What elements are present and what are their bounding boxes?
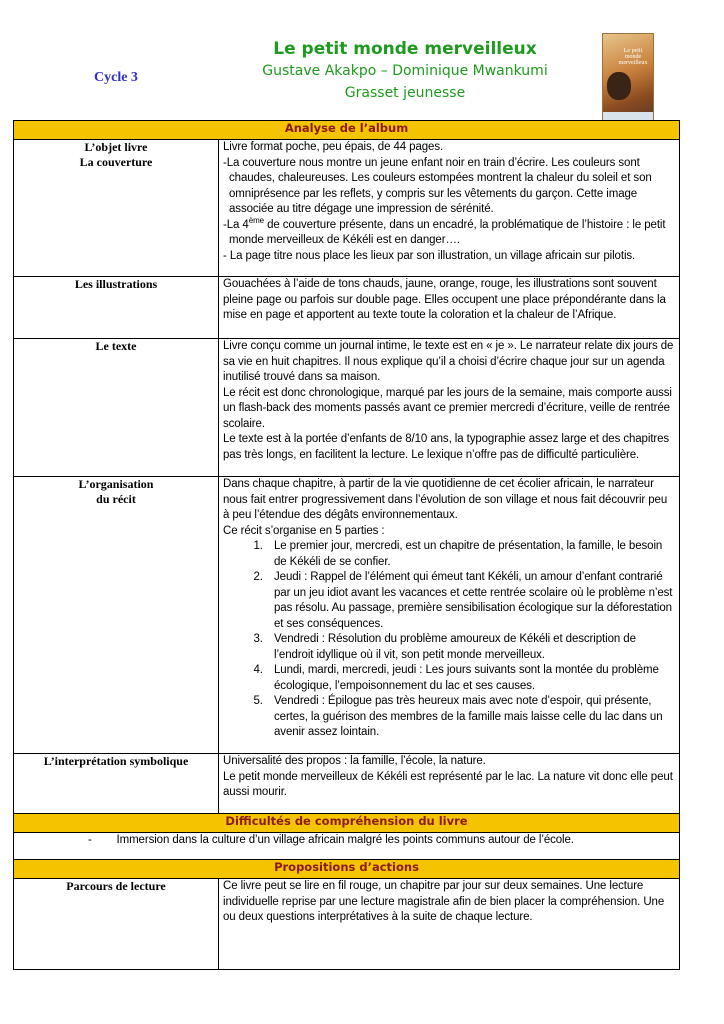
list-item: 3. Vendredi : Résolution du problème amoureux de Kékéli et description de l’endroit idyllique où il vit, son petit monde merveilleux. (266, 632, 675, 663)
row-label-texte: Le texte (14, 339, 219, 477)
row-text-illustrations: Gouachées à l’aide de tons chauds, jaune, orange, rouge, les illustrations sont souvent pleine page ou parfois sur double page. Elles occupent une place prépondérante dans la mise en page et apportent au texte toute la coloration et la chaleur de l’Afrique. (219, 277, 680, 339)
row-text-interpretation: Universalité des propos : la famille, l’école, la nature. Le petit monde merveilleux de Kékéli est représenté par le lac. La nature vit donc elle peut aussi mourir. (219, 754, 680, 814)
table-row (14, 833, 680, 860)
list-item: 1. Le premier jour, mercredi, est un chapitre de présentation, la famille, le besoin de Kékéli de se confier. (266, 539, 675, 570)
section-header-row (14, 860, 680, 879)
table-row (14, 754, 680, 814)
row-text-parcours: Ce livre peut se lire en fil rouge, un chapitre par jour sur deux semaines. Une lecture individuelle reprise par une lecture magistrale afin de bien placer la compréhension. Une ou deux questions interprétatives à la suite de chaque lecture. (219, 879, 680, 970)
book-cover-image (602, 33, 654, 121)
row-text-texte: Livre conçu comme un journal intime, le texte est en « je ». Le narrateur relate dix jours de sa vie en huit chapitres. Il nous explique qu’il a choisi d’écrire chaque jour sur un agenda inutilisé trouvé dans sa maison. Le récit est donc chronologique, marqué par les jours de la semaine, mais comporte aussi un flash-back des moments passés avant ce premier mercredi d’écriture, veille de rentrée scolaire. Le texte est à la portée d’enfants de 8/10 ans, la typographie assez large et des chapitres pas très longs, en facilitent la lecture. Le lexique n’offre pas de difficulté particulière. (219, 339, 680, 477)
row-label-objet: L’objet livre La couverture (14, 140, 219, 277)
table-row (14, 879, 680, 970)
row-label-illustrations: Les illustrations (14, 277, 219, 339)
book-authors: Gustave Akakpo – Dominique Mwankumi (262, 63, 548, 79)
section-analyse: Analyse de l’album (14, 121, 680, 140)
section-header-row (14, 121, 680, 140)
row-text-organisation: Dans chaque chapitre, à partir de la vie quotidienne de cet écolier africain, le narrateur nous fait entrer progressivement dans l’évolution de son village et nous fait découvrir peu à peu l’étendue des dégâts environnementaux. Ce récit s’organise en 5 parties : 1. Le premier jour, mercredi, est un chapitre de présentation, la famille, le besoin de Kékéli de se confier. 2. Jeudi : Rappel de l’élément qui émeut tant Kékéli, un amour d’enfant contrarié par un jeu idiot avant les vacances et cette rentrée scolaire où le problème n’est pas résolu. Au passage, première sensibilisation écologique sur la déforestation et ses conséquences. 3. Vendredi : Résolution du problème amoureux de Kékéli et description de l’endroit idyllique où il vit, son petit monde merveilleux. 4. Lundi, mardi, mercredi, jeudi : Les jours suivants sont la montée du problème écologique, l’empoisonnement du lac et ses causes. 5. Vendredi : Épilogue pas très heureux mais avec note d’espoir, qui présente, certes, la guérison des membres de la famille mais laisse celle du lac dans un avenir assez lointain. (219, 477, 680, 754)
row-text-objet: Livre format poche, peu épais, de 44 pages. -La couverture nous montre un jeune enfant noir en train d’écrire. Les couleurs sont chaudes, chaleureuses. Les couleurs estompées montrent la chaleur du soleil et son omniprésence par les reflets, y compris sur les vêtements du garçon. Cette image associée au titre dégage une impression de sérénité. -La 4ème de couverture présente, dans un encadré, la problématique de l’histoire : le petit monde merveilleux de Kékéli est en danger…. - La page titre nous place les lieux par son illustration, un village africain sur pilotis. (219, 140, 680, 277)
table-row (14, 140, 680, 277)
list-item: 4. Lundi, mardi, mercredi, jeudi : Les jours suivants sont la montée du problème écologique, l’empoisonnement du lac et ses causes. (266, 663, 675, 694)
list-item: 5. Vendredi : Épilogue pas très heureux mais avec note d’espoir, qui présente, certes, la guérison des membres de la famille mais laisse celle du lac dans un avenir assez lointain. (266, 694, 675, 741)
book-title: Le petit monde merveilleux (273, 39, 537, 59)
section-header-row (14, 814, 680, 833)
section-propositions: Propositions d’actions (14, 860, 680, 879)
section-difficultes: Difficultés de compréhension du livre (14, 814, 680, 833)
row-label-parcours: Parcours de lecture (14, 879, 219, 970)
book-publisher: Grasset jeunesse (344, 85, 466, 101)
title-block (255, 38, 555, 104)
parts-list (223, 539, 675, 741)
analysis-table (13, 120, 680, 970)
cover-child-figure (607, 72, 631, 100)
table-row (14, 477, 680, 754)
cover-title: Le petit monde merveilleux (618, 48, 648, 66)
row-text-difficulte: - Immersion dans la culture d’un village africain malgré les points communs autour de l’école. (14, 833, 680, 860)
cover-strip (603, 112, 653, 120)
row-label-organisation: L’organisation du récit (14, 477, 219, 754)
cycle-label: Cycle 3 (94, 70, 138, 85)
table-row (14, 339, 680, 477)
table-row (14, 277, 680, 339)
list-item: 2. Jeudi : Rappel de l’élément qui émeut tant Kékéli, un amour d’enfant contrarié par un jeu idiot avant les vacances et cette rentrée scolaire où le problème n’est pas résolu. Au passage, première sensibilisation écologique sur la déforestation et ses conséquences. (266, 570, 675, 632)
row-label-interpretation: L’interprétation symbolique (14, 754, 219, 814)
